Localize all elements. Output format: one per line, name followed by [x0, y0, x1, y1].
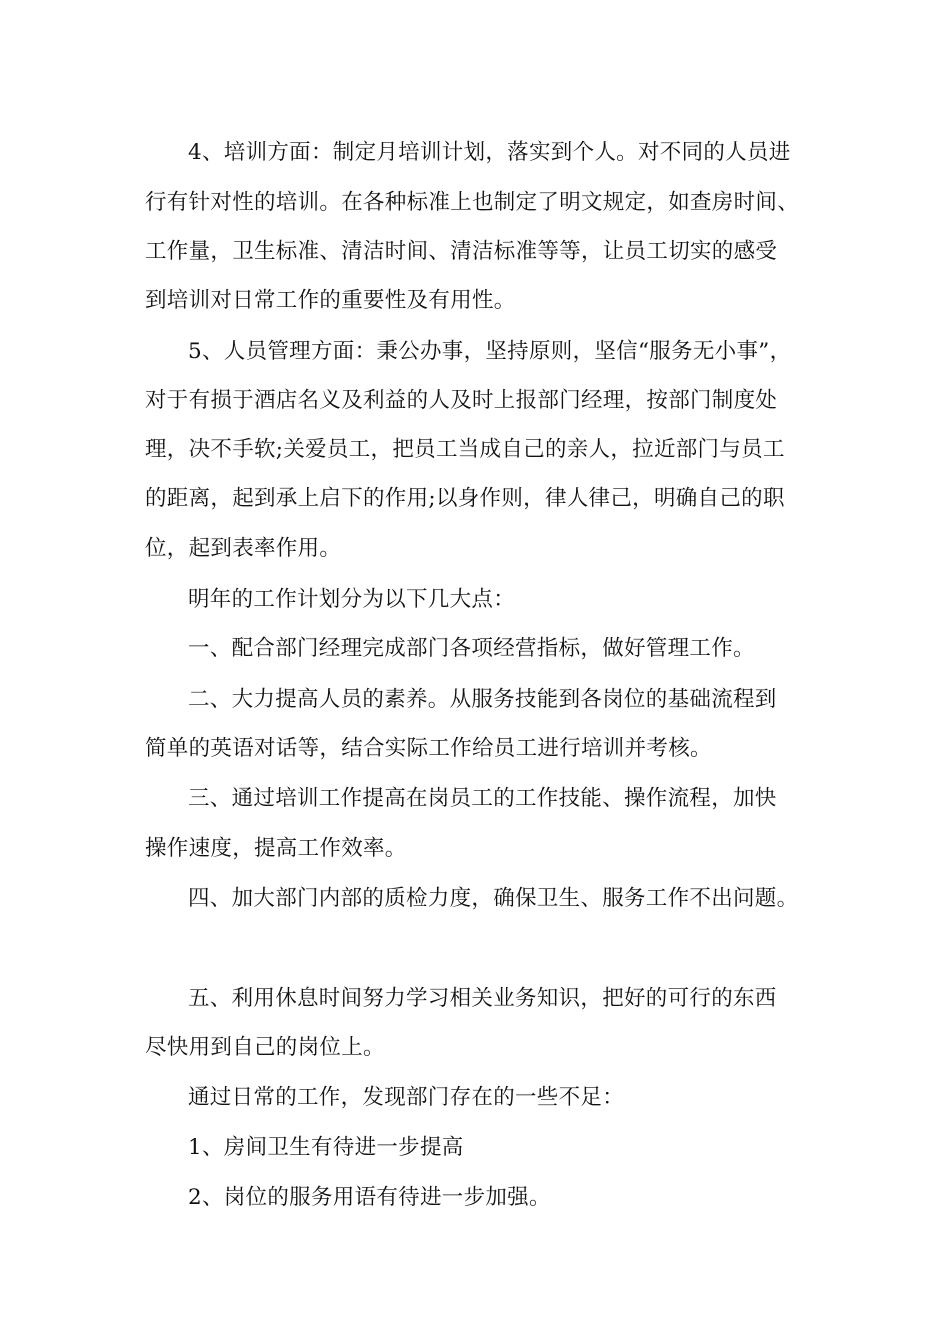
paragraph-line: 位，起到表率作用。	[145, 536, 342, 561]
paragraph-line: 明年的工作计划分为以下几大点：	[188, 587, 516, 612]
paragraph-line: 4、培训方面：制定月培训计划，落实到个人。对不同的人员进	[188, 140, 791, 165]
paragraph-line: 1、房间卫生有待进一步提高	[188, 1135, 464, 1160]
paragraph-line: 通过日常的工作，发现部门存在的一些不足：	[188, 1085, 625, 1110]
paragraph-line: 行有针对性的培训。在各种标准上也制定了明文规定，如查房时间、	[145, 190, 800, 215]
paragraph-line: 操作速度，提高工作效率。	[145, 836, 407, 861]
paragraph-line: 5、人员管理方面：秉公办事，坚持原则，坚信“服务无小事”，	[188, 339, 792, 364]
paragraph-line: 对于有损于酒店名义及利益的人及时上报部门经理，按部门制度处	[145, 388, 778, 413]
paragraph-line: 五、利用休息时间努力学习相关业务知识，把好的可行的东西	[188, 986, 777, 1011]
paragraph-line: 简单的英语对话等，结合实际工作给员工进行培训并考核。	[145, 736, 712, 761]
paragraph-line: 工作量，卫生标准、清洁时间、清洁标准等等，让员工切实的感受	[145, 239, 778, 264]
paragraph-line: 尽快用到自己的岗位上。	[145, 1035, 385, 1060]
paragraph-line: 一、配合部门经理完成部门各项经营指标，做好管理工作。	[188, 636, 755, 661]
paragraph-line: 二、大力提高人员的素养。从服务技能到各岗位的基础流程到	[188, 687, 777, 712]
paragraph-line: 2、岗位的服务用语有待进一步加强。	[188, 1185, 551, 1210]
paragraph-line: 到培训对日常工作的重要性及有用性。	[145, 288, 516, 313]
paragraph-line: 的距离，起到承上启下的作用;以身作则，律人律己，明确自己的职	[145, 486, 785, 511]
paragraph-line: 四、加大部门内部的质检力度，确保卫生、服务工作不出问题。	[188, 886, 799, 911]
paragraph-line: 三、通过培训工作提高在岗员工的工作技能、操作流程，加快	[188, 786, 777, 811]
paragraph-line: 理，决不手软;关爱员工，把员工当成自己的亲人，拉近部门与员工	[145, 437, 785, 462]
